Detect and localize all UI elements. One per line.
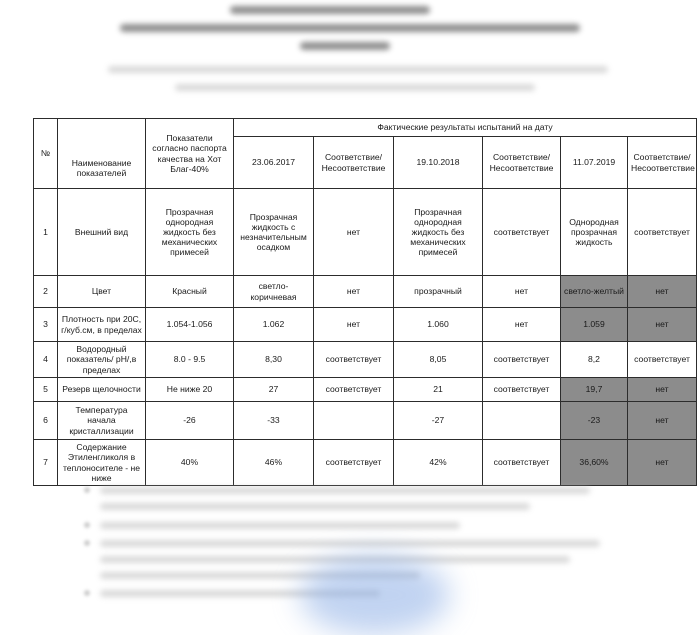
blurred-heading-line — [120, 24, 580, 32]
result-2017: 27 — [234, 378, 314, 402]
result-2019: 36,60% — [561, 440, 628, 486]
blurred-subheading-line — [108, 66, 608, 73]
blurred-footer-line — [100, 503, 530, 510]
indicator-name: Содержание Этиленгликоля в теплоносителе - не ниже — [58, 440, 146, 486]
result-2018: 21 — [394, 378, 483, 402]
table-row — [34, 308, 697, 342]
result-2018: 42% — [394, 440, 483, 486]
row-number: 3 — [34, 308, 58, 342]
compliance-2017: соответствует — [314, 440, 394, 486]
blurred-list-bullet — [84, 487, 90, 493]
blurred-footer-line — [100, 540, 600, 547]
compliance-2017: нет — [314, 308, 394, 342]
indicator-name: Внешний вид — [58, 189, 146, 276]
indicator-name: Плотность при 20С, г/куб.см, в пределах — [58, 308, 146, 342]
blurred-heading-line — [300, 42, 390, 50]
passport-value: 1.054-1.056 — [146, 308, 234, 342]
compliance-2019: нет — [628, 378, 697, 402]
result-2018: прозрачный — [394, 276, 483, 308]
row-number: 1 — [34, 189, 58, 276]
indicator-name: Цвет — [58, 276, 146, 308]
header-passport-values: Показатели согласно паспорта качества на Хот Благ-40% — [146, 119, 234, 189]
table-row — [34, 342, 697, 378]
compliance-2019: нет — [628, 402, 697, 440]
result-2017: Прозрачная жидкость с незначительным осадком — [234, 189, 314, 276]
compliance-2018: нет — [483, 308, 561, 342]
blurred-list-bullet — [84, 540, 90, 546]
result-2019: -23 — [561, 402, 628, 440]
table-row — [34, 189, 697, 276]
passport-value: Не ниже 20 — [146, 378, 234, 402]
result-2018: 1.060 — [394, 308, 483, 342]
compliance-2018: соответствует — [483, 342, 561, 378]
blurred-footer-line — [100, 522, 460, 529]
header-compliance-3: Соответствие/ Несоответствие — [628, 137, 697, 189]
header-date-2: 19.10.2018 — [394, 137, 483, 189]
indicator-name: Резерв щелочности — [58, 378, 146, 402]
result-2017: 46% — [234, 440, 314, 486]
blurred-heading-line — [230, 6, 430, 14]
passport-value: -26 — [146, 402, 234, 440]
compliance-2017 — [314, 402, 394, 440]
result-2018: 8,05 — [394, 342, 483, 378]
table-row — [34, 276, 697, 308]
row-number: 6 — [34, 402, 58, 440]
blurred-list-bullet — [84, 590, 90, 596]
result-2017: светло-коричневая — [234, 276, 314, 308]
compliance-2018: соответствует — [483, 378, 561, 402]
test-results-table — [33, 118, 697, 486]
table-row — [34, 378, 697, 402]
row-number: 2 — [34, 276, 58, 308]
header-compliance-2: Соответствие/ Несоответствие — [483, 137, 561, 189]
header-indicator-name: Наименование показателей — [58, 119, 146, 189]
compliance-2019: нет — [628, 440, 697, 486]
passport-value: 40% — [146, 440, 234, 486]
passport-value: Красный — [146, 276, 234, 308]
header-date-3: 11.07.2019 — [561, 137, 628, 189]
compliance-2019: нет — [628, 308, 697, 342]
result-2017: 1.062 — [234, 308, 314, 342]
blue-stamp — [300, 555, 450, 635]
passport-value: Прозрачная однородная жидкость без механических примесей — [146, 189, 234, 276]
result-2018: -27 — [394, 402, 483, 440]
compliance-2018: нет — [483, 276, 561, 308]
compliance-2017: соответствует — [314, 378, 394, 402]
blurred-list-bullet — [84, 522, 90, 528]
compliance-2017: нет — [314, 189, 394, 276]
blurred-footer-line — [100, 487, 590, 494]
compliance-2018: соответствует — [483, 440, 561, 486]
indicator-name: Температура начала кристаллизации — [58, 402, 146, 440]
compliance-2019: соответствует — [628, 342, 697, 378]
passport-value: 8.0 - 9.5 — [146, 342, 234, 378]
header-date-1: 23.06.2017 — [234, 137, 314, 189]
compliance-2019: соответствует — [628, 189, 697, 276]
header-number: № — [34, 119, 58, 189]
compliance-2019: нет — [628, 276, 697, 308]
result-2019: 19,7 — [561, 378, 628, 402]
row-number: 5 — [34, 378, 58, 402]
result-2019: 8,2 — [561, 342, 628, 378]
result-2018: Прозрачная однородная жидкость без механических примесей — [394, 189, 483, 276]
result-2017: -33 — [234, 402, 314, 440]
result-2019: светло-желтый — [561, 276, 628, 308]
result-2017: 8,30 — [234, 342, 314, 378]
indicator-name: Водородный показатель/ pH/,в пределах — [58, 342, 146, 378]
header-actual-results: Фактические результаты испытаний на дату — [234, 119, 697, 137]
row-number: 7 — [34, 440, 58, 486]
result-2019: 1.059 — [561, 308, 628, 342]
compliance-2017: соответствует — [314, 342, 394, 378]
compliance-2018 — [483, 402, 561, 440]
compliance-2017: нет — [314, 276, 394, 308]
row-number: 4 — [34, 342, 58, 378]
table-row — [34, 402, 697, 440]
result-2019: Однородная прозрачная жидкость — [561, 189, 628, 276]
header-compliance-1: Соответствие/ Несоответствие — [314, 137, 394, 189]
compliance-2018: соответствует — [483, 189, 561, 276]
blurred-subheading-line — [175, 84, 535, 91]
table-row — [34, 440, 697, 486]
